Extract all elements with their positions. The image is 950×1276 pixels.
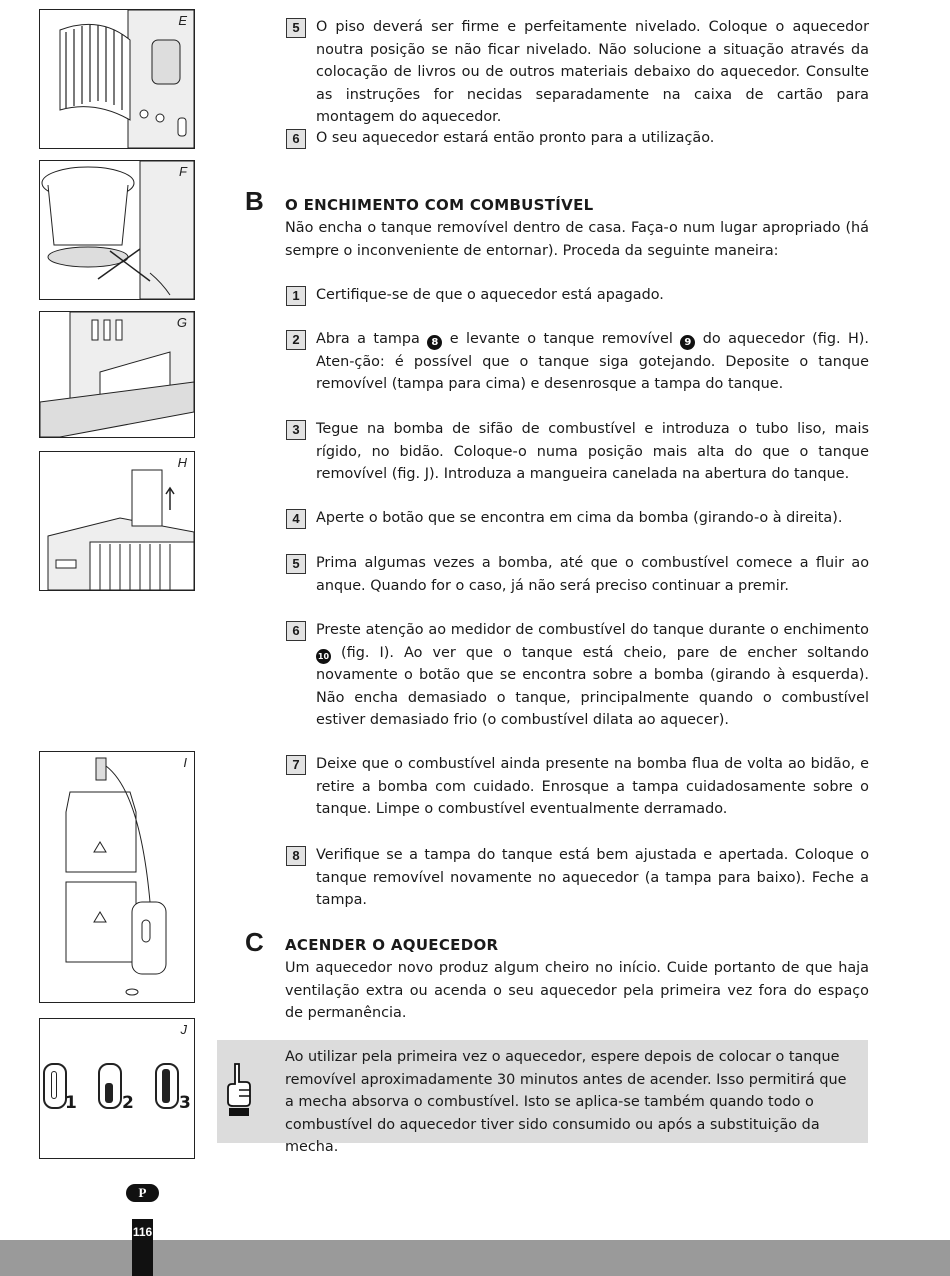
step-number-badge: 5: [286, 554, 306, 574]
part-reference-9: 9: [680, 335, 695, 350]
figure-label-i: I: [183, 755, 187, 770]
step-number-badge: 3: [286, 420, 306, 440]
figure-h: [39, 451, 195, 591]
figure-j: [39, 1018, 195, 1159]
step-number-badge: 8: [286, 846, 306, 866]
step-text-part: Preste atenção ao medidor de combustível do tanque durante o enchimento: [316, 622, 869, 638]
step-text-part: do aquecedor (fig. H). Aten-ção: é possível que o tanque siga gotejando. Deposite o tanque removível (tampa para cima) e desenrosque a tampa do tanque.: [316, 331, 869, 392]
figure-label-e: E: [178, 13, 187, 28]
figure-g: [39, 311, 195, 438]
step-text: O seu aquecedor estará então pronto para a utilização.: [316, 130, 715, 146]
step-number-badge: 1: [286, 286, 306, 306]
section-b-letter: B: [245, 186, 264, 216]
section-b-step-3: [286, 418, 869, 486]
heater-lid-illustration: [40, 312, 194, 437]
section-b-intro: Não encha o tanque removível dentro de casa. Faça-o num lugar apropriado (há sempre o inconveniente de entornar). Proceda da seguinte maneira:: [285, 220, 869, 259]
step-number-badge: 6: [286, 621, 306, 641]
step-number-badge: 5: [286, 18, 306, 38]
step-number-badge: 6: [286, 129, 306, 149]
siphon-pump-canister-illustration: [40, 752, 194, 1002]
figure-label-h: H: [177, 455, 187, 470]
step-number-badge: 7: [286, 755, 306, 775]
fuel-gauge-3: [155, 1063, 179, 1109]
pointing-hand-icon: [224, 1062, 254, 1118]
tank-removal-illustration: [40, 452, 194, 590]
section-b-step-6: [286, 619, 869, 732]
part-reference-8: 8: [427, 335, 442, 350]
step-text: Verifique se a tampa do tanque está bem ajustada e apertada. Coloque o tanque removível novamente no aquecedor (a tampa para baixo). Feche a tampa.: [316, 847, 869, 908]
step-text: Aperte o botão que se encontra em cima da bomba (girando-o à direita).: [316, 510, 843, 526]
section-c-title: ACENDER O AQUECEDOR: [285, 936, 499, 954]
note-box: [217, 1040, 868, 1155]
figure-label-f: F: [179, 164, 187, 179]
section-c-intro: Um aquecedor novo produz algum cheiro no início. Cuide portanto de que haja ventilação extra ou acenda o seu aquecedor pela primeira vez fora do espaço de permanência.: [285, 960, 869, 1021]
step-text: Tegue na bomba de sifão de combustível e introduza o tubo liso, mais rígido, no bidão. Coloque-o numa posição mais alta do que o tanque removível (fig. J). Introduza a mangueira canelada na abertura do tanque.: [316, 421, 869, 482]
top-step-5: [286, 16, 869, 129]
section-c-letter: C: [245, 927, 264, 957]
section-b-step-7: [286, 753, 869, 821]
heater-grille-open-illustration: [40, 10, 194, 148]
figure-label-j: J: [180, 1022, 187, 1037]
step-text: Prima algumas vezes a bomba, até que o combustível comece a fluir ao anque. Quando for o caso, já não será preciso continuar a premir.: [316, 555, 869, 594]
section-b-step-4: [286, 507, 869, 530]
step-number-badge: 2: [286, 330, 306, 350]
fuel-gauge-3-label: 3: [179, 1093, 191, 1113]
fuel-gauge-1: [43, 1063, 67, 1109]
section-b-step-5: [286, 552, 869, 597]
fuel-gauge-2-label: 2: [122, 1093, 134, 1113]
step-text-part: e levante o tanque removível: [442, 331, 681, 347]
section-b-title: O ENCHIMENTO COM COMBUSTÍVEL: [285, 196, 594, 214]
step-text: [316, 619, 869, 732]
section-b-step-1: [286, 284, 869, 307]
figure-f: [39, 160, 195, 300]
fuel-gauge-1-label: 1: [65, 1093, 77, 1113]
step-text: Deixe que o combustível ainda presente na bomba flua de volta ao bidão, e retire a bomba com cuidado. Enrosque a tampa cuidadosamente sobre o tanque. Limpe o combustível eventualmente derramado.: [316, 756, 869, 817]
part-reference-10: 10: [316, 649, 331, 664]
step-text-part: Abra a tampa: [316, 331, 428, 347]
fuel-gauge-2: [98, 1063, 122, 1109]
top-step-6: [286, 127, 869, 150]
step-text-part: (fig. I). Ao ver que o tanque está cheio, pare de encher soltando novamente o botão que se encontra sobre a bomba (girando à esquerda). Não encha demasiado o tanque, principalmente quando o combustível estiver demasiado frio (o combustível dilata ao aquecer).: [316, 644, 869, 728]
figure-label-g: G: [176, 315, 187, 330]
page-number: 116: [132, 1219, 153, 1276]
section-b-step-2: [286, 328, 869, 396]
figure-i: [39, 751, 195, 1003]
step-number-badge: 4: [286, 509, 306, 529]
language-badge: P: [126, 1184, 159, 1202]
step-text: [316, 328, 869, 396]
wick-adjustment-illustration: [40, 161, 194, 299]
figure-e: [39, 9, 195, 149]
step-text: O piso deverá ser firme e perfeitamente nivelado. Coloque o aquecedor noutra posição se não ficar nivelado. Não solucione a situação através da colocação de livros ou de outros materiais debaixo do aquecedor. Consulte as instruções for necidas separadamente na caixa de cartão para montagem do aquecedor.: [316, 19, 869, 125]
step-text: Certifique-se de que o aquecedor está apagado.: [316, 287, 664, 303]
section-b-step-8: [286, 844, 869, 912]
note-text: Ao utilizar pela primeira vez o aquecedor, espere depois de colocar o tanque removível aproximadamente 30 minutos antes de acender. Isso permitirá que a mecha absorva o combustível. Isto se aplica-se também quando todo o combustível do aquecedor tiver sido consumido ou após a substituição da mecha.: [285, 1049, 847, 1155]
